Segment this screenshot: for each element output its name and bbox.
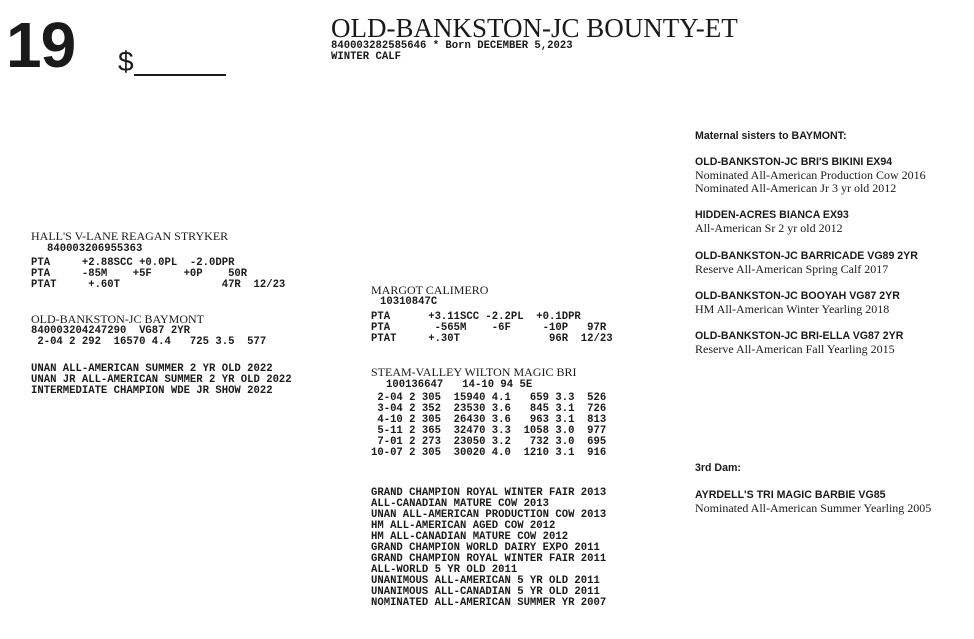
- record-line: 5-11 2 365 32470 3.3 1058 3.0 977: [371, 425, 607, 437]
- sister-name: OLD-BANKSTON-JC BOOYAH VG87 2YR: [695, 290, 900, 302]
- sister-name: HIDDEN-ACRES BIANCA EX93: [695, 209, 849, 221]
- dam-awards: [31, 364, 292, 397]
- sire-pta: [31, 258, 285, 291]
- mgs-id: 10310847C: [380, 296, 438, 308]
- granddam-records: [371, 393, 606, 459]
- third-dam-entry: [695, 489, 931, 515]
- pta-line: PTAT +.30T 96R 12/23: [371, 333, 613, 345]
- mgs-pta: [371, 312, 613, 345]
- animal-details: [331, 41, 573, 63]
- mgs-name: MARGOT CALIMERO: [371, 283, 489, 297]
- third-dam-name: AYRDELL'S TRI MAGIC BARBIE VG85: [695, 489, 886, 501]
- record-line: 10-07 2 305 30020 4.0 1210 3.1 916: [371, 447, 607, 459]
- sister-entry: [695, 290, 900, 316]
- pta-line: PTA +2.88SCC +0.0PL -2.0DPR: [31, 257, 235, 269]
- sister-note: Reserve All-American Spring Calf 2017: [695, 262, 889, 276]
- granddam-header: 100136647 14-10 94 5E: [386, 379, 533, 391]
- award: HM ALL-CANADIAN MATURE COW 2012: [371, 531, 569, 543]
- sister-note: Reserve All-American Fall Yearling 2015: [695, 342, 895, 356]
- record-line: 3-04 2 352 23530 3.6 845 3.1 726: [371, 403, 607, 415]
- award: INTERMEDIATE CHAMPION WDE JR SHOW 2022: [31, 385, 273, 397]
- sister-name: OLD-BANKSTON-JC BRI-ELLA VG87 2YR: [695, 330, 904, 342]
- award: UNAN JR ALL-AMERICAN SUMMER 2 YR OLD 2022: [31, 374, 292, 386]
- pta-line: PTA -85M +5F +0P 50R: [31, 268, 248, 280]
- sister-entry: [695, 209, 849, 235]
- sister-note: Nominated All-American Production Cow 2016: [695, 168, 926, 182]
- dam-record: [31, 326, 266, 348]
- granddam-name: STEAM-VALLEY WILTON MAGIC BRI: [371, 365, 577, 379]
- record-line: 2-04 2 292 16570 4.4 725 3.5 577: [31, 336, 267, 348]
- sister-entry: [695, 250, 918, 276]
- granddam-awards: [371, 488, 606, 609]
- award: GRAND CHAMPION ROYAL WINTER FAIR 2013: [371, 487, 607, 499]
- sister-entry: [695, 156, 926, 195]
- sister-note: All-American Sr 2 yr old 2012: [695, 221, 843, 235]
- pta-line: PTAT +.60T 47R 12/23: [31, 279, 286, 291]
- sire-name: HALL'S V-LANE REAGAN STRYKER: [31, 229, 229, 243]
- award: GRAND CHAMPION WORLD DAIRY EXPO 2011: [371, 542, 600, 554]
- award: NOMINATED ALL-AMERICAN SUMMER YR 2007: [371, 597, 607, 609]
- sister-note: Nominated All-American Jr 3 yr old 2012: [695, 181, 897, 195]
- animal-name: OLD-BANKSTON-JC BOUNTY-ET: [331, 13, 738, 43]
- award: UNAN ALL-AMERICAN SUMMER 2 YR OLD 2022: [31, 363, 273, 375]
- award: UNAN ALL-AMERICAN PRODUCTION COW 2013: [371, 509, 607, 521]
- award: GRAND CHAMPION ROYAL WINTER FAIR 2011: [371, 553, 607, 565]
- dam-name: OLD-BANKSTON-JC BAYMONT: [31, 312, 205, 326]
- price-label: $: [118, 46, 134, 77]
- class-line: WINTER CALF: [331, 51, 401, 63]
- lot-number: 19: [6, 9, 76, 81]
- award: UNANIMOUS ALL-AMERICAN 5 YR OLD 2011: [371, 575, 600, 587]
- sister-name: OLD-BANKSTON-JC BARRICADE VG89 2YR: [695, 250, 918, 262]
- record-line: 2-04 2 305 15940 4.1 659 3.3 526: [371, 392, 607, 404]
- sister-name: OLD-BANKSTON-JC BRI'S BIKINI EX94: [695, 156, 893, 168]
- record-line: 4-10 2 305 26430 3.6 963 3.1 813: [371, 414, 607, 426]
- third-dam-note: Nominated All-American Summer Yearling 2005: [695, 501, 932, 515]
- record-line: 7-01 2 273 23050 3.2 732 3.0 695: [371, 436, 607, 448]
- award: UNANIMOUS ALL-CANADIAN 5 YR OLD 2011: [371, 586, 600, 598]
- award: ALL-WORLD 5 YR OLD 2011: [371, 564, 518, 576]
- sister-note: HM All-American Winter Yearling 2018: [695, 302, 890, 316]
- third-dam-heading: 3rd Dam:: [695, 462, 741, 474]
- pta-line: PTA -565M -6F -10P 97R: [371, 322, 607, 334]
- maternal-sisters-heading: Maternal sisters to BAYMONT:: [695, 130, 847, 142]
- sire-id: 840003206955363: [47, 243, 143, 255]
- dam-id-line: 840003204247290 VG87 2YR: [31, 325, 190, 337]
- pta-line: PTA +3.11SCC -2.2PL +0.1DPR: [371, 311, 581, 323]
- sister-entry: [695, 330, 903, 356]
- award: HM ALL-AMERICAN AGED COW 2012: [371, 520, 556, 532]
- price-blank-line: [134, 74, 226, 76]
- id-birth-line: 840003282585646 * Born DECEMBER 5,2023: [331, 40, 573, 52]
- award: ALL-CANADIAN MATURE COW 2013: [371, 498, 550, 510]
